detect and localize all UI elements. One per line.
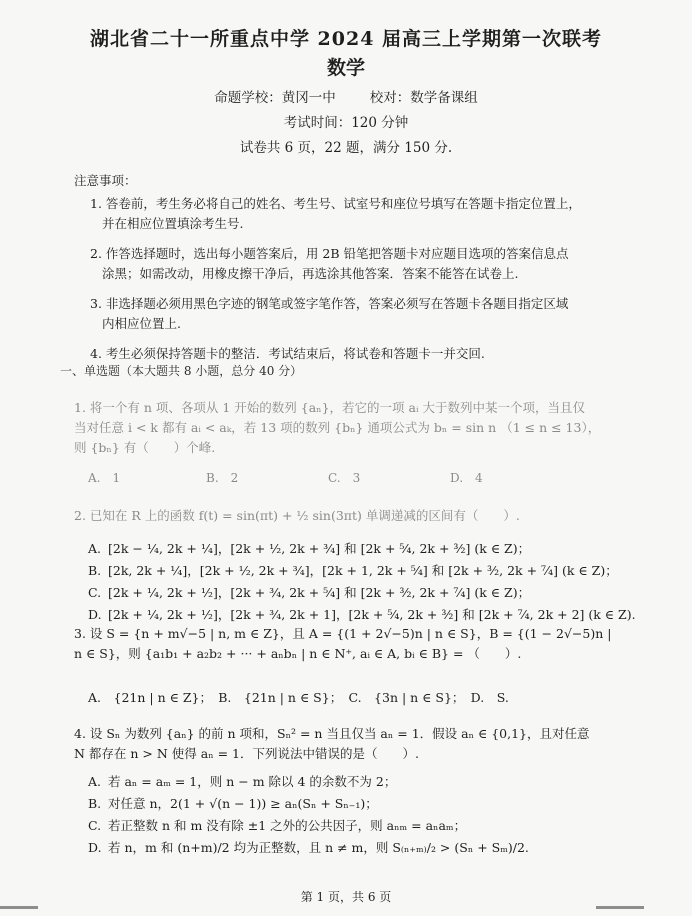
option-a: A. 若 aₙ = aₘ = 1，则 n − m 除以 4 的余数不为 2； [88,774,397,789]
question-line: 当对任意 i < k 都有 aᵢ < aₖ，若 13 项的数列 {bₙ} 通项公式为 bₙ = sin n （1 ≤ n ≤ 13）， [74,420,601,435]
notice-item [90,194,590,234]
notice-heading: 注意事项： [74,173,137,188]
question-1 [74,398,614,458]
option-c: C. 3 [328,471,361,485]
question-line: 则 {bₙ} 有（ ）个峰. [74,440,216,455]
notice-line: 1. 答卷前，考生务必将自己的姓名、考生号、试室号和座位号填写在答题卡指定位置上， [90,196,581,211]
notice-line: 涂黑；如需改动，用橡皮擦干净后，再选涂其他答案．答案不能答在试卷上. [102,266,519,281]
notice-item [90,244,590,284]
question-line: 3. 设 S = {n + m√−5 | n, m ∈ Z}，且 A = {(1 + 2√−5)n | n ∈ S}，B = {(1 − 2√−5)n | [74,626,612,641]
question-2-stem: 2. 已知在 R 上的函数 f(t) = sin(πt) + ½ sin(3πt) 单调递减的区间有（ ）. [74,508,520,523]
exam-subject: 数学 [326,57,365,79]
paper-info: 试卷共 6 页，22 题，满分 150 分. [239,140,453,156]
option-b: B. 对任意 n，2(1 + √(n − 1)) ≥ aₙ(Sₙ + Sₙ₋₁)； [88,796,378,811]
exam-time: 考试时间：120 分钟 [283,115,409,131]
section-heading: 一、单选题（本大题共 8 小题，总分 40 分） [60,364,303,378]
option-b: B. [2k, 2k + ¼]，[2k + ½, 2k + ¾]，[2k + 1, 2k + ⁵⁄₄] 和 [2k + ³⁄₂, 2k + ⁷⁄₄] (k ∈ Z)； [88,563,618,578]
school-label: 命题学校：黄冈一中 [214,90,336,106]
notice-line: 3. 非选择题必须用黑色字迹的钢笔或签字笔作答，答案必须写在答题卡各题目指定区域 [90,296,569,311]
question-4-options [88,771,608,859]
scan-edge-mark [596,906,644,909]
notice-item [90,294,590,334]
question-2-options [88,538,636,626]
exam-meta-authors [0,86,692,106]
option-a: A. 1 [88,471,121,485]
question-line: n ∈ S}，则 {a₁b₁ + a₂b₂ + ··· + aₙbₙ | n ∈ N⁺, aᵢ ∈ A, bᵢ ∈ B} = （ ）. [74,646,522,661]
question-line: N 都存在 n > N 使得 aₙ = 1．下列说法中错误的是（ ）. [74,746,419,761]
option-d: D. [2k + ¼, 2k + ½]，[2k + ¾, 2k + 1]，[2k + ⁵⁄₄, 2k + ³⁄₂] 和 [2k + ⁷⁄₄, 2k + 2] (k ∈ Z). [88,607,636,622]
page-footer: 第 1 页，共 6 页 [300,890,392,904]
notice-line: 4. 考生必须保持答题卡的整洁．考试结束后，将试卷和答题卡一并交回. [90,346,485,361]
option-d: D. 若 n，m 和 (n+m)/2 均为正整数，且 n ≠ m，则 S₍ₙ₊ₘ₎/₂ > (Sₙ + Sₘ)/2. [88,840,529,855]
notice-list [90,194,590,374]
question-3 [74,624,614,664]
option-d: D. 4 [450,471,483,485]
option-c: C. 若正整数 n 和 m 没有除 ±1 之外的公共因子，则 aₙₘ = aₙaₘ； [88,818,467,833]
question-line: 4. 设 Sₙ 为数列 {aₙ} 的前 n 项和，Sₙ² = n 当且仅当 aₙ = 1．假设 aₙ ∈ {0,1}，且对任意 [74,726,590,741]
exam-title: 湖北省二十一所重点中学 2024 届高三上学期第一次联考 [89,28,603,50]
option-c: C. [2k + ¼, 2k + ½]，[2k + ¾, 2k + ⁵⁄₄] 和 [2k + ³⁄₂, 2k + ⁷⁄₄] (k ∈ Z)； [88,585,531,600]
notice-item [90,344,590,364]
question-3-options: A. {21n | n ∈ Z}； B. {21n | n ∈ S}； C. {3n | n ∈ S}； D. S. [88,690,509,705]
question-4 [74,724,614,764]
notice-line: 内相应位置上. [102,316,181,331]
notice-line: 2. 作答选择题时，选出每小题答案后，用 2B 铅笔把答题卡对应题目选项的答案信息点 [90,246,569,261]
option-b: B. 2 [206,471,239,485]
proof-label: 校对：数学备课组 [369,90,478,106]
question-line: 1. 将一个有 n 项、各项从 1 开始的数列 {aₙ}，若它的一项 aᵢ 大于数列中某一个项，当且仅 [74,400,585,415]
scan-edge-mark [0,906,38,909]
option-a: A. [2k − ¼, 2k + ¼]，[2k + ½, 2k + ¾] 和 [2k + ⁵⁄₄, 2k + ³⁄₂] (k ∈ Z)； [88,541,531,556]
notice-line: 并在相应位置填涂考生号. [102,216,244,231]
